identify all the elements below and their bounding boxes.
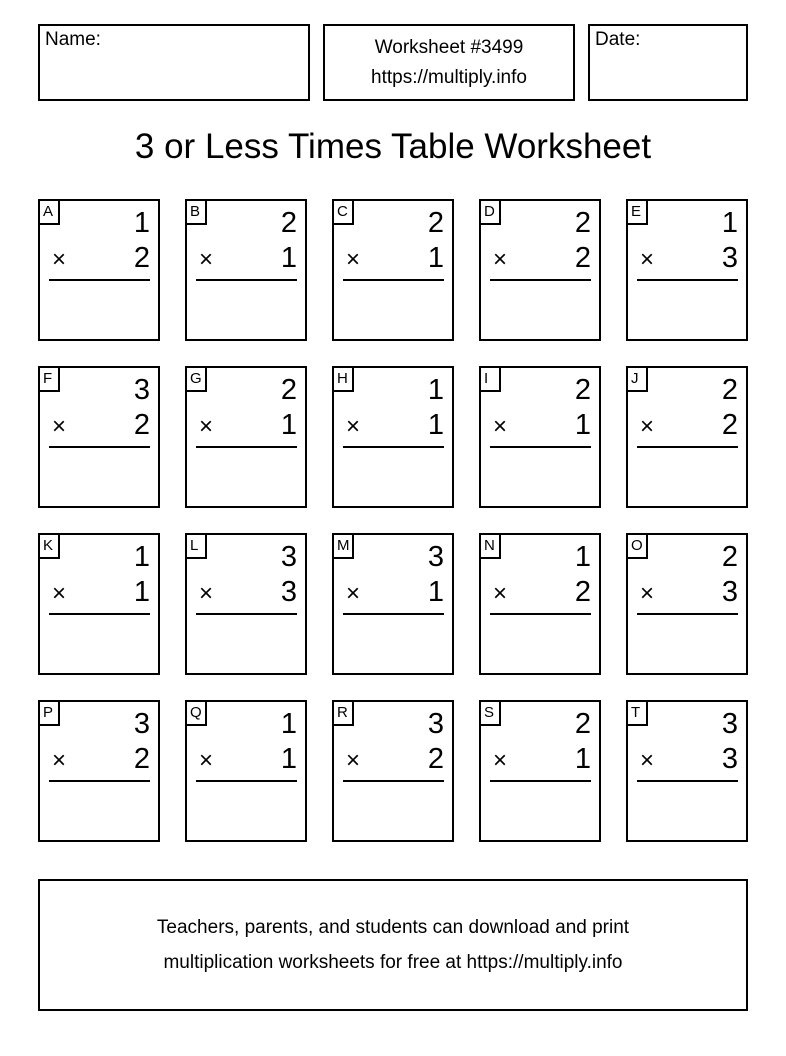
multiplier: 3: [721, 576, 738, 608]
multiplier: 1: [427, 409, 444, 441]
problem-card[interactable]: [479, 700, 601, 842]
multiplier: 1: [280, 409, 297, 441]
page-title: 3 or Less Times Table Worksheet: [134, 127, 652, 166]
problem-card[interactable]: [38, 533, 160, 675]
problem-label: P: [40, 702, 60, 726]
multiplicand: 2: [427, 207, 444, 239]
problem-card[interactable]: [185, 700, 307, 842]
answer-line: [343, 446, 444, 448]
answer-line: [637, 780, 738, 782]
problem-label: J: [628, 368, 648, 392]
times-sign: ×: [199, 413, 214, 440]
problem-card[interactable]: [185, 366, 307, 508]
multiplicand: 1: [133, 207, 150, 239]
times-sign: ×: [493, 246, 508, 273]
problem-label: L: [187, 535, 207, 559]
times-sign: ×: [493, 580, 508, 607]
multiplicand: 3: [133, 708, 150, 740]
times-sign: ×: [52, 246, 67, 273]
answer-line: [196, 446, 297, 448]
worksheet-number: Worksheet #3499: [374, 37, 524, 58]
answer-line: [490, 279, 591, 281]
problem-label: K: [40, 535, 60, 559]
problem-label: T: [628, 702, 648, 726]
multiplicand: 2: [574, 374, 591, 406]
answer-line: [196, 780, 297, 782]
times-sign: ×: [52, 747, 67, 774]
problem-card[interactable]: [626, 700, 748, 842]
problem-label: H: [334, 368, 354, 392]
problem-label: N: [481, 535, 501, 559]
multiplicand: 3: [427, 708, 444, 740]
multiplier: 2: [574, 242, 591, 274]
date-label: Date:: [595, 29, 641, 50]
multiplicand: 3: [427, 541, 444, 573]
answer-line: [343, 780, 444, 782]
times-sign: ×: [346, 246, 361, 273]
multiplier: 1: [427, 242, 444, 274]
answer-line: [637, 279, 738, 281]
times-sign: ×: [346, 413, 361, 440]
multiplier: 1: [574, 409, 591, 441]
footer-box: [38, 879, 748, 1011]
multiplier: 3: [721, 743, 738, 775]
multiplier: 2: [133, 743, 150, 775]
problem-label: S: [481, 702, 501, 726]
multiplier: 3: [721, 242, 738, 274]
times-sign: ×: [52, 413, 67, 440]
problem-card[interactable]: [332, 700, 454, 842]
times-sign: ×: [52, 580, 67, 607]
multiplier: 1: [280, 242, 297, 274]
answer-line: [49, 279, 150, 281]
problem-card[interactable]: [479, 366, 601, 508]
times-sign: ×: [640, 580, 655, 607]
problem-label: M: [334, 535, 354, 559]
multiplicand: 1: [574, 541, 591, 573]
times-sign: ×: [640, 413, 655, 440]
problem-card[interactable]: [479, 533, 601, 675]
problem-card[interactable]: [185, 533, 307, 675]
multiplicand: 2: [574, 207, 591, 239]
answer-line: [490, 613, 591, 615]
problem-label: G: [187, 368, 207, 392]
multiplier: 2: [427, 743, 444, 775]
times-sign: ×: [493, 747, 508, 774]
problem-label: I: [481, 368, 501, 392]
problem-label: O: [628, 535, 648, 559]
problem-label: E: [628, 201, 648, 225]
multiplier: 2: [133, 242, 150, 274]
multiplier: 3: [280, 576, 297, 608]
answer-line: [196, 613, 297, 615]
multiplier: 2: [133, 409, 150, 441]
answer-line: [637, 446, 738, 448]
answer-line: [343, 613, 444, 615]
answer-line: [490, 780, 591, 782]
problem-card[interactable]: [38, 700, 160, 842]
footer-line-2: multiplication worksheets for free at https://multiply.info: [163, 952, 623, 973]
multiplier: 1: [574, 743, 591, 775]
multiplicand: 2: [280, 207, 297, 239]
answer-line: [343, 279, 444, 281]
problem-card[interactable]: [38, 199, 160, 341]
problem-card[interactable]: [332, 366, 454, 508]
answer-line: [637, 613, 738, 615]
answer-line: [196, 279, 297, 281]
times-sign: ×: [199, 580, 214, 607]
times-sign: ×: [346, 747, 361, 774]
multiplicand: 1: [133, 541, 150, 573]
problem-label: R: [334, 702, 354, 726]
multiplicand: 2: [280, 374, 297, 406]
problem-card[interactable]: [626, 366, 748, 508]
multiplier: 2: [721, 409, 738, 441]
multiplier: 2: [574, 576, 591, 608]
multiplicand: 2: [721, 541, 738, 573]
multiplier: 1: [133, 576, 150, 608]
times-sign: ×: [493, 413, 508, 440]
multiplicand: 1: [280, 708, 297, 740]
multiplicand: 3: [280, 541, 297, 573]
answer-line: [49, 780, 150, 782]
footer-line-1: Teachers, parents, and students can download and print: [156, 917, 630, 938]
problem-card[interactable]: [332, 199, 454, 341]
multiplicand: 3: [721, 708, 738, 740]
problem-card[interactable]: [332, 533, 454, 675]
problem-label: C: [334, 201, 354, 225]
times-sign: ×: [199, 747, 214, 774]
multiplicand: 3: [133, 374, 150, 406]
multiplier: 1: [280, 743, 297, 775]
multiplicand: 1: [721, 207, 738, 239]
problem-card[interactable]: [479, 199, 601, 341]
problem-card[interactable]: [626, 199, 748, 341]
multiplicand: 1: [427, 374, 444, 406]
problem-label: Q: [187, 702, 207, 726]
name-label: Name:: [45, 29, 101, 50]
times-sign: ×: [640, 747, 655, 774]
worksheet-url[interactable]: https://multiply.info: [371, 67, 527, 88]
problem-label: B: [187, 201, 207, 225]
answer-line: [49, 446, 150, 448]
answer-line: [490, 446, 591, 448]
multiplicand: 2: [721, 374, 738, 406]
times-sign: ×: [346, 580, 361, 607]
problem-card[interactable]: [626, 533, 748, 675]
answer-line: [49, 613, 150, 615]
problem-label: D: [481, 201, 501, 225]
problem-card[interactable]: [38, 366, 160, 508]
problem-label: F: [40, 368, 60, 392]
times-sign: ×: [199, 246, 214, 273]
multiplier: 1: [427, 576, 444, 608]
problem-label: A: [40, 201, 60, 225]
multiplicand: 2: [574, 708, 591, 740]
problem-card[interactable]: [185, 199, 307, 341]
times-sign: ×: [640, 246, 655, 273]
